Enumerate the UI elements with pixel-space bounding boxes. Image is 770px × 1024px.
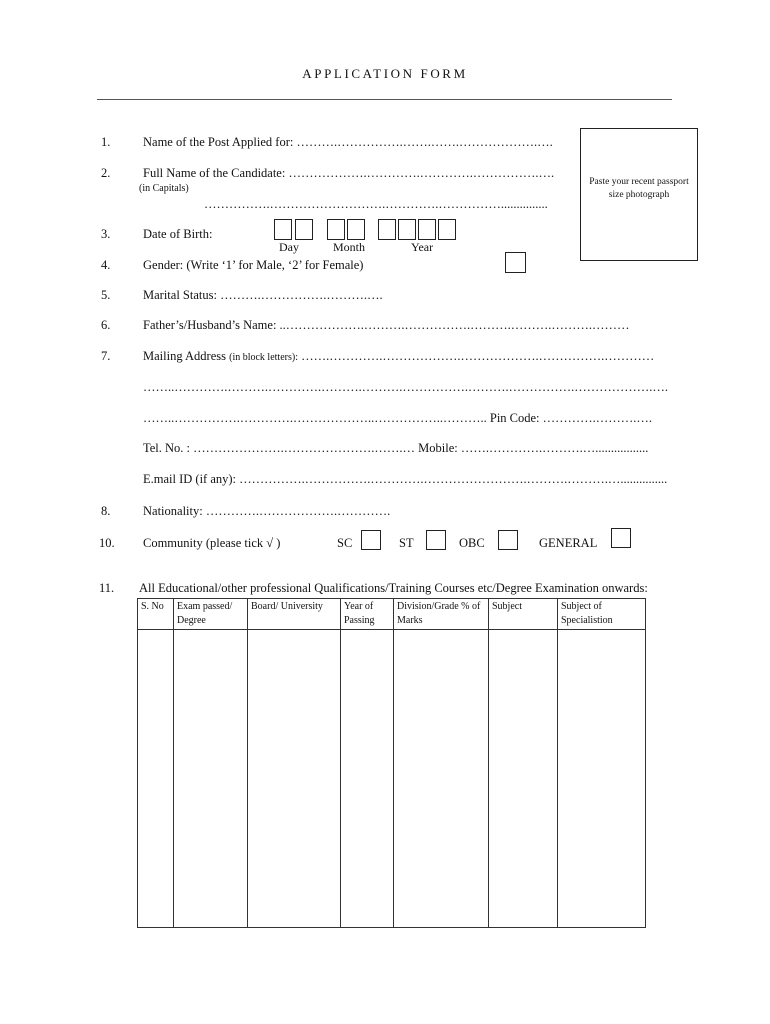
dob-day-box-1[interactable] <box>274 219 292 240</box>
table-cell-division-grade[interactable] <box>394 630 489 928</box>
q2-continuation-line[interactable]: …………….……………………….………….……………............... <box>204 197 548 211</box>
photo-box <box>580 128 698 261</box>
q11-qualifications-label: All Educational/other professional Qualifications/Training Courses etc/Degree Examination onwards: <box>139 581 648 595</box>
table-cell-year-of-passing[interactable] <box>341 630 394 928</box>
dob-day-label: Day <box>279 240 299 254</box>
q1-post-applied-field[interactable]: Name of the Post Applied for: ……….…………….…….…….……………….…. <box>143 135 553 149</box>
dob-day-box-2[interactable] <box>295 219 313 240</box>
q2-full-name-field[interactable]: Full Name of the Candidate: ……………….………….………….…………….…. <box>143 166 555 180</box>
q7-address-line-3-pin-code[interactable]: ……..…………….………….………………..……………..……….. Pin Code: ………….……….…. <box>143 411 653 425</box>
q6-number: 6. <box>101 318 111 332</box>
q7-address-line-1[interactable] <box>143 349 654 364</box>
q10-number: 10. <box>99 536 115 550</box>
qualification-table <box>137 598 646 928</box>
community-general-checkbox[interactable] <box>611 528 631 548</box>
q6-father-husband-name-field[interactable]: Father’s/Husband’s Name: ..……………….……….…………….……….……….……….……… <box>143 318 630 332</box>
col-header-sno: S. No <box>138 599 174 630</box>
form-title: APPLICATION FORM <box>302 66 468 81</box>
community-sc-checkbox[interactable] <box>361 530 381 550</box>
q4-gender-label: Gender: (Write ‘1’ for Male, ‘2’ for Female) <box>143 258 364 272</box>
gender-box[interactable] <box>505 252 526 273</box>
table-cell-specialisation[interactable] <box>558 630 646 928</box>
title-divider <box>97 99 672 100</box>
dob-month-box-1[interactable] <box>327 219 345 240</box>
table-cell-sno[interactable] <box>138 630 174 928</box>
q2-number: 2. <box>101 166 111 180</box>
q11-number: 11. <box>99 581 115 595</box>
q8-number: 8. <box>101 504 111 518</box>
col-header-subject: Subject <box>489 599 558 630</box>
dob-year-box-2[interactable] <box>398 219 416 240</box>
col-header-specialisation: Subject of Specialistion <box>558 599 646 630</box>
community-st-label: ST <box>399 536 414 550</box>
q8-nationality-field[interactable]: Nationality: ………….……………….…………. <box>143 504 391 518</box>
community-general-label: GENERAL <box>539 536 598 550</box>
q7-email-field[interactable]: E.mail ID (if any): …………….…………….………….…………………….……….……….…............... <box>143 472 668 486</box>
community-obc-checkbox[interactable] <box>498 530 518 550</box>
q4-number: 4. <box>101 258 111 272</box>
dob-month-label: Month <box>333 240 366 254</box>
q7-address-dots: …….………….……………….……………….…………….………… <box>301 349 655 363</box>
col-header-year-of-passing: Year of Passing <box>341 599 394 630</box>
q3-number: 3. <box>101 227 111 241</box>
col-header-board-university: Board/ University <box>248 599 341 630</box>
community-obc-label: OBC <box>459 536 485 550</box>
dob-year-box-4[interactable] <box>438 219 456 240</box>
q7-tel-mobile-field[interactable]: Tel. No. : ………………….………………….…….… Mobile: …….………….……….…................. <box>143 441 649 455</box>
dob-year-label: Year <box>411 240 434 254</box>
table-header-row <box>138 599 646 630</box>
q3-dob-label: Date of Birth: <box>143 227 213 241</box>
q7-address-hint: (in block letters): <box>229 352 298 363</box>
q5-marital-status-field[interactable]: Marital Status: ……….…………….……….…. <box>143 288 383 302</box>
q7-address-label: Mailing Address <box>143 349 226 363</box>
table-cell-exam-passed[interactable] <box>174 630 248 928</box>
q5-number: 5. <box>101 288 111 302</box>
photo-box-text: Paste your recent passport size photograph <box>589 177 689 200</box>
community-st-checkbox[interactable] <box>426 530 446 550</box>
dob-year-box-1[interactable] <box>378 219 396 240</box>
q7-address-line-2[interactable]: ……..………….……….………….……….……….…………….……….…………….……………….…. <box>143 380 668 394</box>
q7-number: 7. <box>101 349 111 363</box>
q10-community-label: Community (please tick √ ) <box>143 536 281 550</box>
community-sc-label: SC <box>337 536 353 550</box>
table-row <box>138 630 646 928</box>
col-header-division-grade: Division/Grade % of Marks <box>394 599 489 630</box>
dob-year-box-3[interactable] <box>418 219 436 240</box>
q2-hint: (in Capitals) <box>139 183 189 194</box>
table-cell-subject[interactable] <box>489 630 558 928</box>
table-cell-board-university[interactable] <box>248 630 341 928</box>
col-header-exam-passed: Exam passed/ Degree <box>174 599 248 630</box>
dob-month-box-2[interactable] <box>347 219 365 240</box>
q1-number: 1. <box>101 135 111 149</box>
